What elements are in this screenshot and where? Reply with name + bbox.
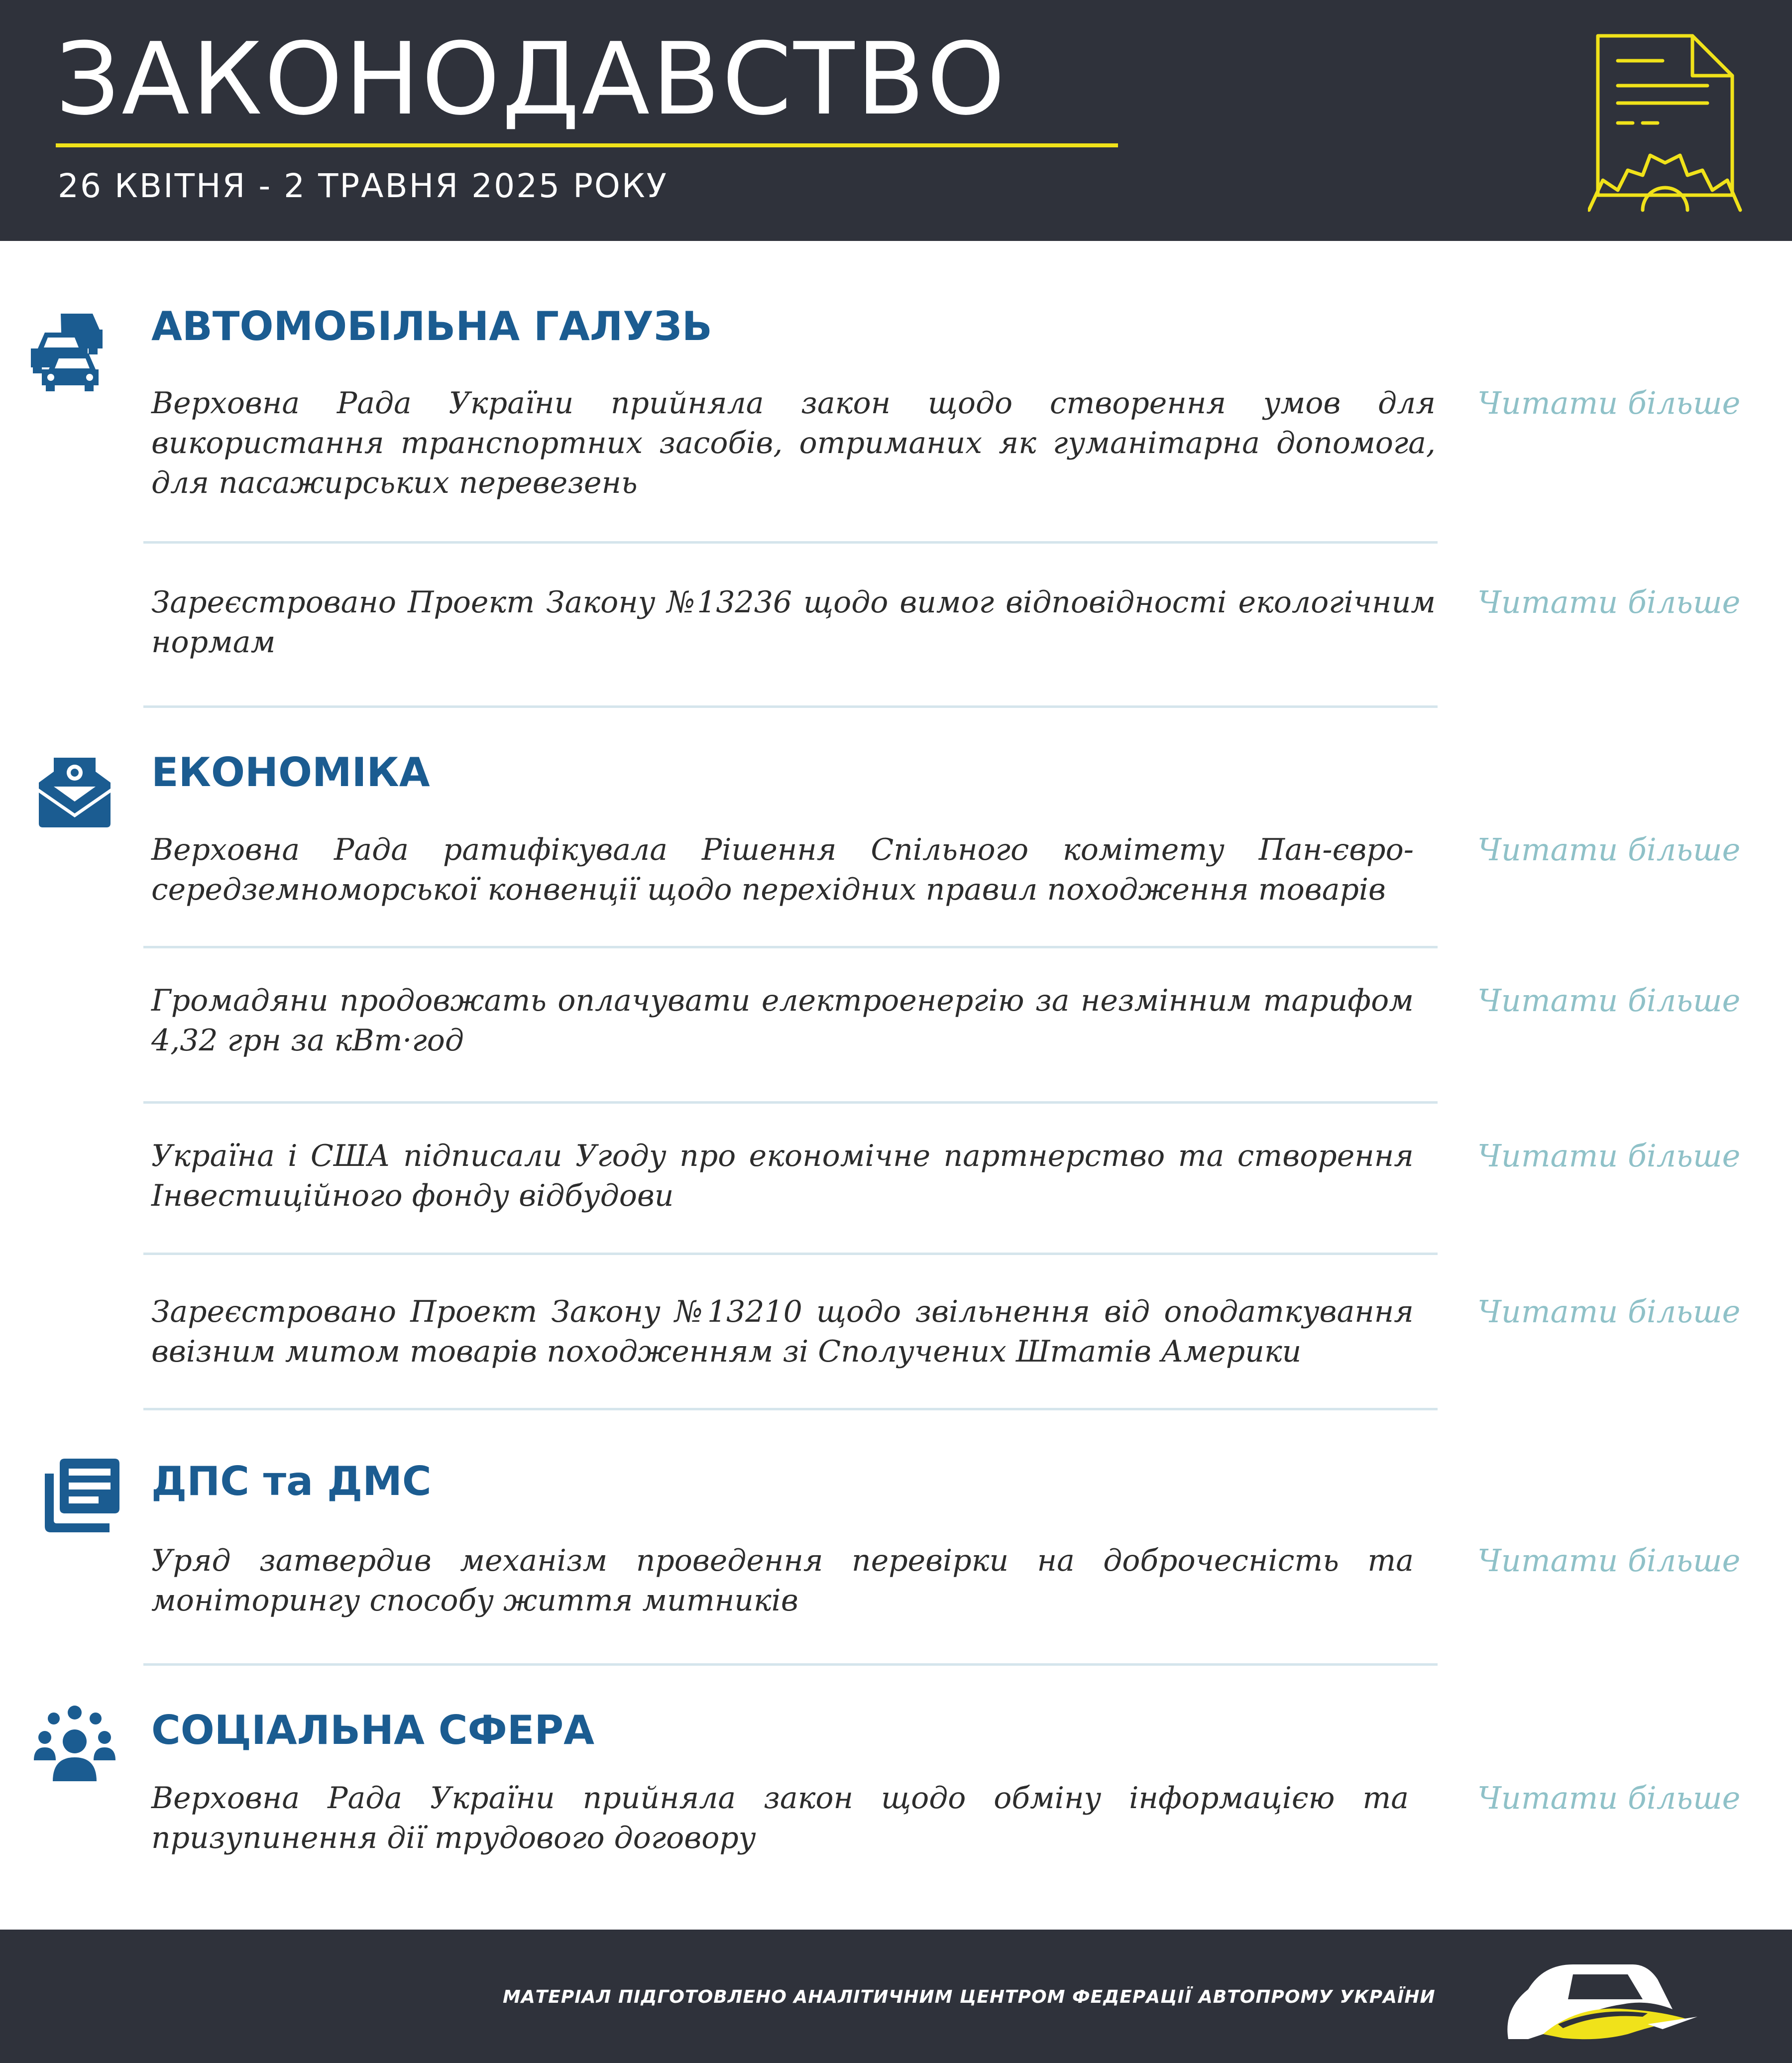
- read-more-link[interactable]: Читати більше: [1477, 385, 1741, 421]
- item-divider: [143, 1101, 1438, 1104]
- people-group-icon: [34, 1706, 115, 1781]
- read-more-link[interactable]: Читати більше: [1477, 831, 1741, 868]
- section-title-social: СОЦІАЛЬНА СФЕРА: [151, 1707, 594, 1753]
- page-title: ЗАКОНОДАВСТВО: [56, 21, 1007, 137]
- read-more-link[interactable]: Читати більше: [1477, 584, 1741, 620]
- page-header: [0, 0, 1792, 241]
- title-underline: [56, 143, 1118, 147]
- section-title-tax-customs: ДПС та ДМС: [151, 1458, 432, 1504]
- news-item-text: Зареєстровано Проект Закону №13210 щодо звільнення від оподаткування ввізним митом товарів походженням зі Сполучених Штатів Америки: [151, 1294, 1414, 1369]
- footer-credit: МАТЕРІАЛ ПІДГОТОВЛЕНО АНАЛІТИЧНИМ ЦЕНТРОМ ФЕДЕРАЦІЇ АВТОПРОМУ УКРАЇНИ: [503, 1987, 1436, 2007]
- cars-icon: [30, 310, 110, 391]
- item-divider: [143, 541, 1438, 544]
- section-title-economy: ЕКОНОМІКА: [151, 749, 430, 796]
- item-divider: [143, 705, 1438, 708]
- read-more-link[interactable]: Читати більше: [1477, 1138, 1741, 1174]
- news-item-text: Верховна Рада ратифікувала Рішення Спільного комітету Пан-євро-середземноморської конвенції щодо перехідних правил походження товарів: [151, 832, 1414, 907]
- autoprom-federation-logo: [1498, 1949, 1707, 2049]
- money-envelope-icon: [39, 754, 111, 827]
- item-divider: [143, 1408, 1438, 1410]
- read-more-link[interactable]: Читати більше: [1477, 1542, 1741, 1579]
- read-more-link[interactable]: Читати більше: [1477, 1293, 1741, 1330]
- item-divider: [143, 1253, 1438, 1255]
- page-footer: [0, 1930, 1792, 2063]
- read-more-link[interactable]: Читати більше: [1477, 1780, 1741, 1816]
- documents-icon: [45, 1459, 119, 1532]
- news-item-text: Зареєстровано Проект Закону №13236 щодо вимог відповідності екологічним нормам: [151, 585, 1436, 660]
- news-item-text: Громадяни продовжать оплачувати електроенергію за незмінним тарифом 4,32 грн за кВт·год: [151, 983, 1414, 1058]
- news-item-text: Уряд затвердив механізм проведення перевірки на доброчесність та моніторингу способу життя митників: [151, 1543, 1414, 1618]
- news-item-text: Верховна Рада України прийняла закон щодо обміну інформацією та призупинення дії трудового договору: [151, 1781, 1409, 1855]
- document-gear-icon: [1588, 31, 1747, 220]
- news-item-text: Україна і США підписали Угоду про економічне партнерство та створення Інвестиційного фонду відбудови: [151, 1139, 1414, 1213]
- item-divider: [143, 1663, 1438, 1666]
- item-divider: [143, 946, 1438, 948]
- section-title-automotive: АВТОМОБІЛЬНА ГАЛУЗЬ: [151, 303, 712, 349]
- read-more-link[interactable]: Читати більше: [1477, 982, 1741, 1019]
- date-range: 26 КВІТНЯ - 2 ТРАВНЯ 2025 РОКУ: [58, 167, 668, 205]
- news-item-text: Верховна Рада України прийняла закон щодо створення умов для використання транспортних засобів, отриманих як гуманітарна допомога, для пасажирських перевезень: [151, 386, 1436, 500]
